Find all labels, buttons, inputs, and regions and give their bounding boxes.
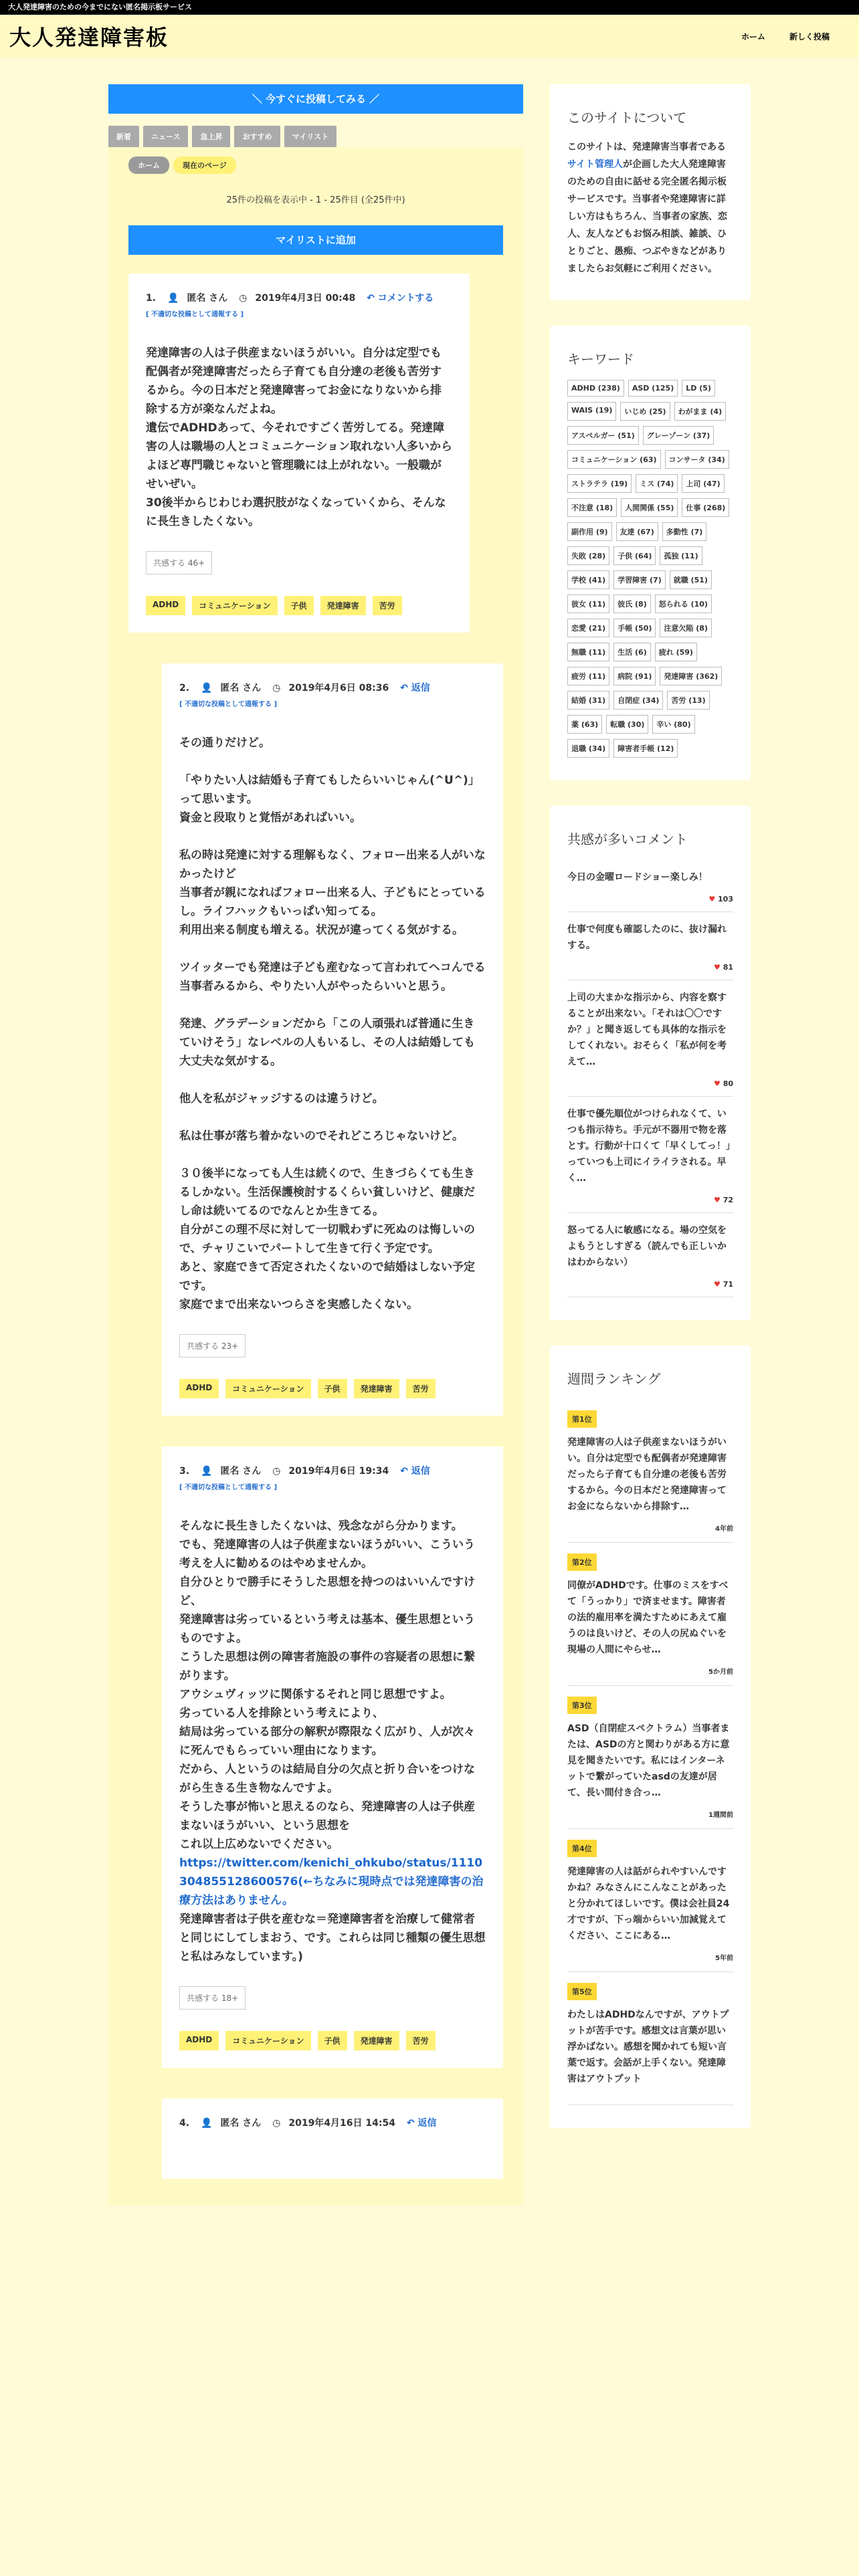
- ranking-item[interactable]: [567, 1400, 733, 1543]
- post-now-button[interactable]: ＼ 今すぐに投稿してみる ／: [108, 84, 523, 114]
- clock-icon: ◷: [239, 293, 248, 304]
- post-date: 2019年4月6日 08:36: [288, 683, 389, 693]
- ranking-list: [567, 1400, 733, 2105]
- post-count: 25件の投稿を表示中 - 1 - 25件目 (全25件中): [226, 195, 405, 205]
- keyword-tag[interactable]: いじめ (25): [620, 402, 670, 421]
- post-number: 1.: [146, 293, 157, 304]
- post-date: 2019年4月6日 19:34: [288, 1466, 389, 1477]
- category-tabs: [108, 126, 523, 147]
- tag[interactable]: ADHD: [179, 1379, 219, 1398]
- weekly-ranking-box: [550, 1346, 751, 2128]
- keyword-tag[interactable]: 結婚 (31): [567, 691, 609, 710]
- keyword-tag[interactable]: 薬 (63): [567, 715, 602, 734]
- rank-badge: 第1位: [567, 1410, 597, 1428]
- tag[interactable]: 子供: [284, 596, 314, 615]
- tag[interactable]: コミュニケーション: [225, 2031, 310, 2050]
- post-body: [179, 1517, 486, 1966]
- keywords-box: [550, 326, 751, 780]
- keyword-tag[interactable]: 就職 (51): [670, 570, 712, 589]
- keyword-tag[interactable]: 不注意 (18): [567, 498, 617, 517]
- report-link[interactable]: [ 不適切な投稿として通報する ]: [179, 701, 278, 708]
- empathy-button[interactable]: 共感する 23+: [179, 1334, 246, 1358]
- post-user: 匿名 さん: [220, 1466, 262, 1477]
- post-link[interactable]: https://twitter.com/kenichi_ohkubo/status/1110304855128600576(←ちなみに現時点では発達障害の治療方法はありません。: [179, 1856, 484, 1907]
- clock-icon: ◷: [272, 1466, 281, 1477]
- keyword-tag[interactable]: 疲れ (59): [655, 643, 697, 661]
- keywords-title: キーワード: [567, 351, 634, 367]
- empathy-button[interactable]: 共感する 46+: [146, 551, 212, 574]
- nav-home[interactable]: ホーム: [741, 31, 765, 41]
- tag[interactable]: 苦労: [373, 596, 402, 615]
- keyword-tag[interactable]: 無職 (11): [567, 643, 609, 661]
- tab-new[interactable]: 新着: [108, 126, 139, 147]
- rank-badge: 第4位: [567, 1840, 597, 1857]
- keyword-tag[interactable]: 多動性 (7): [662, 522, 707, 541]
- keyword-tag[interactable]: ミス (74): [636, 474, 678, 493]
- admin-link[interactable]: サイト管理人: [567, 159, 624, 170]
- keyword-tag[interactable]: 副作用 (9): [567, 522, 612, 541]
- ranking-title: 週間ランキング: [567, 1371, 661, 1387]
- breadcrumb-current: 現在のページ: [173, 156, 236, 174]
- heart-value: 81: [723, 963, 733, 972]
- comment-label: コメントする: [377, 293, 434, 304]
- post-tags: [179, 2031, 486, 2050]
- ranking-date: 1週間前: [708, 1812, 733, 1819]
- keyword-tag[interactable]: 学校 (41): [567, 570, 609, 589]
- about-text: [567, 138, 733, 278]
- heart-count: [567, 1079, 733, 1088]
- ranking-text: わたしはADHDなんですが、アウトプットが苦手です。感想文は言葉が思い浮かばない。感想を聞かれても短い言葉で返す。会話が上手くない。発達障害はアウトプット: [567, 2010, 729, 2084]
- about-pre: このサイトは、発達障害当事者である: [567, 142, 727, 152]
- comment-link[interactable]: ↶ コメントする: [367, 293, 434, 304]
- post-meta: [146, 291, 452, 304]
- popular-list: [567, 860, 733, 1297]
- post-text-continued: 発達障害者は子供を産むな＝発達障害者を治療して健常者と同じにしてしまおう、です。これらは同じ種類の優生思想と私はみなしています。): [179, 1913, 486, 1963]
- rank-badge: 第5位: [567, 1983, 597, 2000]
- report-link[interactable]: [ 不適切な投稿として通報する ]: [146, 311, 244, 318]
- popular-comment[interactable]: [567, 860, 733, 912]
- reply-link[interactable]: ↶ 返信: [400, 1466, 430, 1477]
- heart-count: [567, 1196, 733, 1204]
- keyword-tag[interactable]: 仕事 (268): [682, 498, 729, 517]
- tag[interactable]: コミュニケーション: [192, 596, 277, 615]
- heart-icon: ♥: [713, 1196, 723, 1204]
- clock-icon: ◷: [272, 2118, 281, 2129]
- post-date: 2019年4月3日 00:48: [255, 293, 356, 304]
- popular-comment-text: 今日の金曜ロードショー楽しみ！: [567, 872, 708, 883]
- user-icon: 👤: [167, 293, 179, 304]
- heart-value: 103: [718, 895, 733, 903]
- ranking-item[interactable]: [567, 1686, 733, 1829]
- reply-label: 返信: [411, 683, 430, 693]
- heart-count: [567, 1280, 733, 1289]
- keyword-tag[interactable]: ストラテラ (19): [567, 474, 632, 493]
- post-user: 匿名 さん: [220, 2118, 262, 2129]
- post-card: [162, 663, 503, 1416]
- tab-trending[interactable]: 急上昇: [192, 126, 230, 147]
- popular-title: 共感が多いコメント: [567, 831, 688, 847]
- popular-comments-box: [550, 806, 751, 1320]
- heart-count: [567, 963, 733, 972]
- keyword-tag[interactable]: 友達 (67): [616, 522, 658, 541]
- popular-comment-text: 仕事で優先順位がつけられなくて、いつも指示待ち。手元が不器用で物を落とす。行動が十口くて「早くしてっ！」っていつも上司にイライラされる。早く…: [567, 1109, 731, 1184]
- site-logo[interactable]: 大人発達障害板: [9, 25, 169, 50]
- keyword-tag[interactable]: わがまま (4): [674, 402, 727, 421]
- main-column: [108, 84, 523, 2206]
- tab-mylist[interactable]: マイリスト: [284, 126, 337, 147]
- keyword-tag[interactable]: グレーゾーン (37): [643, 426, 714, 445]
- keyword-tag[interactable]: 転職 (30): [606, 715, 648, 734]
- keyword-tag[interactable]: 恋愛 (21): [567, 619, 609, 637]
- tab-recommended[interactable]: おすすめ: [234, 126, 280, 147]
- keyword-tag[interactable]: ADHD (238): [567, 380, 624, 397]
- user-icon: 👤: [200, 1466, 213, 1477]
- reply-link[interactable]: ↶ 返信: [406, 2118, 437, 2129]
- post-body: 発達障害の人は子供産まないほうがいい。自分は定型でも配偶者が発達障害だったら子育ても自分達の老後も苦労するから。今の日本だと発達障害ってお金になりないから排除する方が楽なんだよね。 遺伝でADHDあって、今それですごく苦労してる。発達障害の人は職場の人とコミュニケーション取れない人多いからよほど専門職じゃないと管理職には上がれない。一般職がせいぜい。 30後半からじわじわ選択肢がなくなっていくから、そんなに長生きしたくない。: [146, 346, 452, 528]
- post-user: 匿名 さん: [187, 293, 228, 304]
- tab-news[interactable]: ニュース: [143, 126, 188, 147]
- keyword-tag[interactable]: LD (5): [682, 380, 715, 397]
- post-meta: [179, 2116, 486, 2129]
- keyword-tag[interactable]: 人間関係 (55): [621, 498, 678, 517]
- ranking-text: 発達障害の人は子供産まないほうがいい。自分は定型でも配偶者が発達障害だったら子育ても自分達の老後も苦労するから。今の日本だと発達障害ってお金にならないから排除す…: [567, 1437, 727, 1512]
- post-card: [128, 274, 470, 633]
- empathy-button[interactable]: 共感する 18+: [179, 1986, 246, 2010]
- heart-icon: ♥: [713, 1280, 723, 1289]
- reply-label: 返信: [411, 1466, 430, 1477]
- ranking-item[interactable]: [567, 1972, 733, 2105]
- keyword-tag[interactable]: 自閉症 (34): [613, 691, 663, 710]
- post-number: 3.: [179, 1466, 190, 1477]
- keyword-tag[interactable]: WAIS (19): [567, 402, 616, 421]
- post-body: その通りだけど。 「やりたい人は結婚も子育てもしたらいいじゃん(^U^)」って思います。 資金と段取りと覚悟があればいい。 私の時は発達に対する理解もなく、フォロー出来る人がいなかったけど 当事者が親になればフォロー出来る人、子どもにとっているし。ライフハックもいっぱい知ってる。 利用出来る制度も増える。状況が違ってくる気がする。 ツイッターでも発達は子ども産むなって言われてヘコんでる当事者みるから、やりたい人がやったらいいと思う。 発達、グラデーションだから「この人頑張れば普通に生きていけそう」なレベルの人もいるし、その人は結婚しても大丈夫な気がする。 他人を私がジャッジするのは違うけど。 私は仕事が落ち着かないのでそれどころじゃないけど。 ３０後半になっても人生は続くので、生きづらくても生きるしかない。生活保護検討するくらい貧しいけど、健康だし命は続いてるのでなんとか生きてる。 自分がこの理不尽に対して一切戦わずに死ぬのは悔しいので、チャリこいでパートして生きて行く予定です。 あと、家庭できて否定されたくないので結婚はしない予定です。 家庭でまで出来ないつらさを実感したくない。: [179, 736, 486, 1311]
- keyword-tag[interactable]: ASD (125): [628, 380, 678, 397]
- ranking-date: 5か月前: [708, 1669, 733, 1676]
- post-user: 匿名 さん: [220, 683, 262, 693]
- tag[interactable]: コミュニケーション: [225, 1379, 310, 1398]
- keyword-tag[interactable]: 疲労 (11): [567, 667, 609, 685]
- keyword-tag[interactable]: 発達障害 (362): [660, 667, 722, 685]
- keyword-tag[interactable]: 生活 (6): [613, 643, 651, 661]
- heart-icon: ♥: [713, 1079, 723, 1088]
- heart-value: 72: [723, 1196, 733, 1204]
- tag[interactable]: ADHD: [179, 2031, 219, 2050]
- post-card: [162, 2099, 503, 2179]
- heart-value: 80: [723, 1079, 733, 1088]
- post-meta: [179, 681, 486, 694]
- post-text: そんなに長生きしたくないは、残念ながら分かります。 でも、発達障害の人は子供産まないほうがいい、こういう考えを人に勧めるのはやめませんか。 自分ひとりで勝手にそうした思想を持つのはいいんですけど、 発達障害は劣っているという考えは基本、優生思想というものですよ。 こうした思想は例の障害者施設の事件の容疑者の思想に繋がります。 アウシュヴィッツに関係するそれと同じ思想ですよ。 劣っている人を排除という考えにより、 結局は劣っている部分の解釈が際限なく広がり、人が次々に死んでもらっていい理由になります。 だから、人というのは結局自分の欠点と折り合いをつけながら生きる生き物なんですよ。 そうした事が怖いと思えるのなら、発達障害の人は子供産まないほうがいい、という思想を これ以上広めないでください。: [179, 1519, 475, 1851]
- keyword-list: [567, 380, 733, 758]
- ranking-item[interactable]: [567, 1829, 733, 1972]
- site-header: [0, 15, 859, 58]
- reply-link[interactable]: ↶ 返信: [400, 683, 430, 693]
- add-to-mylist-button[interactable]: マイリストに追加: [128, 225, 503, 255]
- popular-comment-text: 怒ってる人に敏感になる。場の空気をよもうとしすぎる（読んでも正しいかはわからない）: [567, 1225, 727, 1268]
- ranking-date: 5年前: [715, 1955, 733, 1962]
- ranking-date: 4年前: [715, 1525, 733, 1533]
- heart-count: [567, 895, 733, 903]
- tag[interactable]: 苦労: [406, 1379, 436, 1398]
- popular-comment[interactable]: [567, 980, 733, 1097]
- tag[interactable]: 発達障害: [320, 596, 366, 615]
- keyword-tag[interactable]: 病院 (91): [613, 667, 656, 685]
- report-link[interactable]: [ 不適切な投稿として通報する ]: [179, 1484, 278, 1491]
- popular-comment[interactable]: [567, 1213, 733, 1297]
- keyword-tag[interactable]: 障害者手帳 (12): [613, 739, 678, 758]
- post-tags: [146, 596, 452, 615]
- reply-label: 返信: [417, 2118, 437, 2129]
- nav-new-post[interactable]: 新しく投稿: [789, 31, 830, 41]
- keyword-tag[interactable]: 退職 (34): [567, 739, 609, 758]
- keyword-tag[interactable]: 辛い (80): [652, 715, 694, 734]
- breadcrumb-home[interactable]: ホーム: [128, 156, 169, 174]
- popular-comment[interactable]: [567, 1097, 733, 1213]
- keyword-tag[interactable]: 上司 (47): [682, 474, 724, 493]
- heart-icon: ♥: [708, 895, 719, 903]
- keyword-tag[interactable]: コミュニケーション (63): [567, 450, 661, 469]
- post-meta: [179, 1464, 486, 1477]
- popular-comment-text: 上司の大まかな指示から、内容を察することが出来ない。「それは〇〇ですか？」と聞き返しても具体的な指示をしてくれない。おそらく「私が何を考えて…: [567, 992, 727, 1067]
- post-number: 2.: [179, 683, 190, 693]
- tag[interactable]: 発達障害: [354, 1379, 399, 1398]
- ranking-text: 同僚がADHDです。仕事のミスをすべて「うっかり」で済ませます。障害者の法的雇用率を満たすためにあえて雇うのは良いけど、その人の尻ぬぐいを現場の人間にやらせ…: [567, 1580, 729, 1655]
- keyword-tag[interactable]: アスペルガー (51): [567, 426, 639, 445]
- post-date: 2019年4月16日 14:54: [288, 2118, 395, 2129]
- post-card: [162, 1446, 503, 2068]
- tag[interactable]: 子供: [318, 1379, 347, 1398]
- user-icon: 👤: [200, 683, 213, 693]
- tag[interactable]: 苦労: [406, 2031, 436, 2050]
- keyword-tag[interactable]: 学習障害 (7): [613, 570, 666, 589]
- keyword-tag[interactable]: 苦労 (13): [667, 691, 709, 710]
- post-tags: [179, 1379, 486, 1398]
- keyword-tag[interactable]: 失敗 (28): [567, 546, 609, 565]
- keyword-tag[interactable]: コンサータ (34): [665, 450, 729, 469]
- keyword-tag[interactable]: 子供 (64): [613, 546, 656, 565]
- header-nav: [741, 31, 830, 42]
- popular-comment[interactable]: [567, 912, 733, 980]
- about-post: が企画した大人発達障害のための自由に話せる完全匿名掲示板サービスです。当事者や発達障害に詳しい方はもちろん、当事者の家族、恋人、友人などもお悩み相談、雑談、ひとりごと、愚痴、つぶやきなどがありましたらお気軽にご利用ください。: [567, 159, 727, 274]
- post-number: 4.: [179, 2118, 190, 2129]
- sidebar: [550, 84, 751, 2153]
- rank-badge: 第2位: [567, 1553, 597, 1571]
- ranking-item[interactable]: [567, 1543, 733, 1686]
- tag[interactable]: 発達障害: [354, 2031, 399, 2050]
- user-icon: 👤: [200, 2118, 213, 2129]
- heart-icon: ♥: [713, 963, 723, 972]
- site-tagline: 大人発達障害のための今までにない匿名掲示板サービス: [0, 0, 859, 15]
- heart-value: 71: [723, 1280, 733, 1289]
- ranking-text: ASD（自閉症スペクトラム）当事者または、ASDの方と関わりがある方に意見を聞きたいです。私にはインターネットで繋がっていたasdの友達が居て、長い間付き合っ…: [567, 1723, 730, 1798]
- breadcrumb: [128, 156, 503, 174]
- keyword-tag[interactable]: 彼氏 (8): [613, 595, 651, 613]
- tag[interactable]: 子供: [318, 2031, 347, 2050]
- tag[interactable]: ADHD: [146, 596, 185, 615]
- about-title: このサイトについて: [567, 110, 687, 126]
- keyword-tag[interactable]: 怒られる (10): [655, 595, 712, 613]
- popular-comment-text: 仕事で何度も確認したのに、抜け漏れする。: [567, 924, 727, 951]
- about-box: [550, 84, 751, 300]
- ranking-text: 発達障害の人は話がられやすいんですかね？みなさんにこんなことがあったと分かれてほしいです。僕は会社員24才ですが、下っ端からいい加減覚えてください、ここにある…: [567, 1866, 730, 1941]
- thread-panel: [108, 147, 523, 2206]
- keyword-tag[interactable]: 彼女 (11): [567, 595, 609, 613]
- clock-icon: ◷: [272, 683, 281, 693]
- keyword-tag[interactable]: 孤独 (11): [660, 546, 702, 565]
- keyword-tag[interactable]: 注意欠陥 (8): [660, 619, 712, 637]
- keyword-tag[interactable]: 手帳 (50): [613, 619, 656, 637]
- rank-badge: 第3位: [567, 1697, 597, 1714]
